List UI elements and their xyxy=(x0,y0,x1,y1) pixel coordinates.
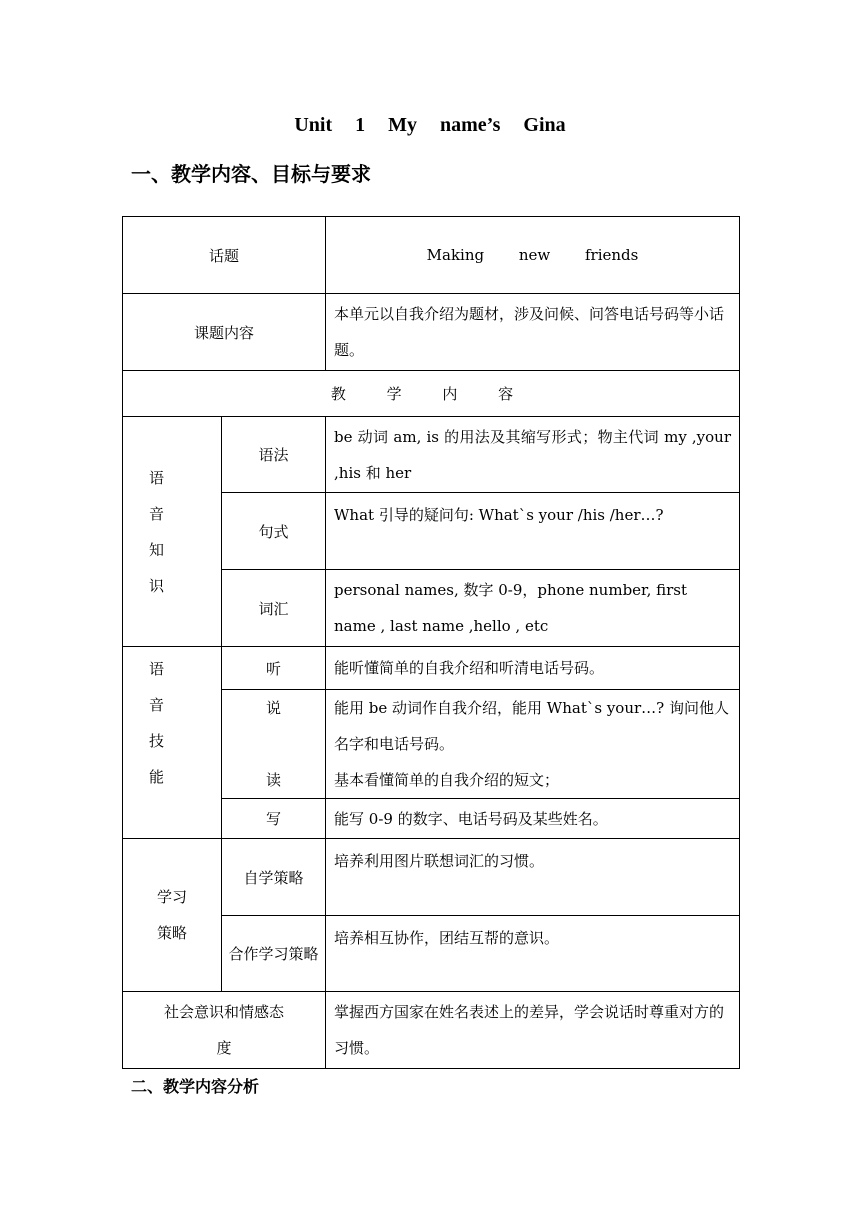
read-label: 读 xyxy=(266,771,282,789)
speak-value: 能用 be 动词作自我介绍，能用 What`s your…? 询问他人名字和电话号码。 xyxy=(334,699,729,753)
topic-label: 话题 xyxy=(123,217,326,294)
knowledge-char: 知 xyxy=(149,540,165,559)
strategy-text: 策略 xyxy=(156,924,187,942)
table-row xyxy=(123,417,740,493)
teaching-content-table xyxy=(122,216,740,1069)
table-row xyxy=(123,294,740,371)
section-heading-2: 二、教学内容分析 xyxy=(131,1077,260,1096)
knowledge-char: 语 xyxy=(149,468,165,487)
grammar-label: 语法 xyxy=(222,417,326,493)
speak-label: 说 xyxy=(266,699,282,717)
read-value: 基本看懂简单的自我介绍的短文； xyxy=(334,771,560,789)
topic-value: Making new friends xyxy=(326,217,740,294)
strategy-group-label xyxy=(123,839,222,992)
speak-read-labels xyxy=(222,690,326,799)
knowledge-group-label xyxy=(123,417,222,647)
write-label: 写 xyxy=(222,799,326,839)
table-row xyxy=(123,371,740,417)
self-study-label: 自学策略 xyxy=(222,839,326,916)
table-row xyxy=(123,839,740,916)
course-content-label: 课题内容 xyxy=(123,294,326,371)
speak-read-values xyxy=(326,690,740,799)
skills-char: 能 xyxy=(149,768,165,786)
course-content-value: 本单元以自我介绍为题材，涉及问候、问答电话号码等小话题。 xyxy=(326,294,740,371)
social-value: 掌握西方国家在姓名表述上的差异，学会说话时尊重对方的习惯。 xyxy=(326,992,740,1069)
listen-label: 听 xyxy=(222,647,326,690)
grammar-value: be 动词 am, is 的用法及其缩写形式；物主代词 my ,your ,his 和 her xyxy=(326,417,740,493)
write-value: 能写 0-9 的数字、电话号码及某些姓名。 xyxy=(326,799,740,839)
sentence-label: 句式 xyxy=(222,493,326,570)
skills-group-label xyxy=(123,647,222,839)
self-study-value: 培养利用图片联想词汇的习惯。 xyxy=(326,839,740,916)
table-row xyxy=(123,992,740,1069)
knowledge-char: 识 xyxy=(149,576,165,595)
knowledge-char: 音 xyxy=(149,504,165,523)
section-heading-1: 一、教学内容、目标与要求 xyxy=(131,162,371,186)
coop-value: 培养相互协作，团结互帮的意识。 xyxy=(326,916,740,992)
listen-value: 能听懂简单的自我介绍和听清电话号码。 xyxy=(326,647,740,690)
skills-char: 语 xyxy=(149,660,165,678)
social-label: 社会意识和情感态度 xyxy=(123,992,326,1069)
strategy-text: 学习 xyxy=(156,888,187,906)
table-row xyxy=(123,647,740,690)
skills-char: 技 xyxy=(149,732,165,750)
page-title: Unit 1 My name’s Gina xyxy=(294,114,566,136)
vocab-label: 词汇 xyxy=(222,570,326,647)
vocab-value: personal names, 数字 0-9，phone number, first name , last name ,hello , etc xyxy=(326,570,740,647)
sentence-value: What 引导的疑问句: What`s your /his /her…? xyxy=(326,493,740,570)
table-row xyxy=(123,217,740,294)
skills-char: 音 xyxy=(149,696,165,714)
teaching-content-header: 教 学 内 容 xyxy=(123,371,740,417)
coop-label: 合作学习策略 xyxy=(222,916,326,992)
